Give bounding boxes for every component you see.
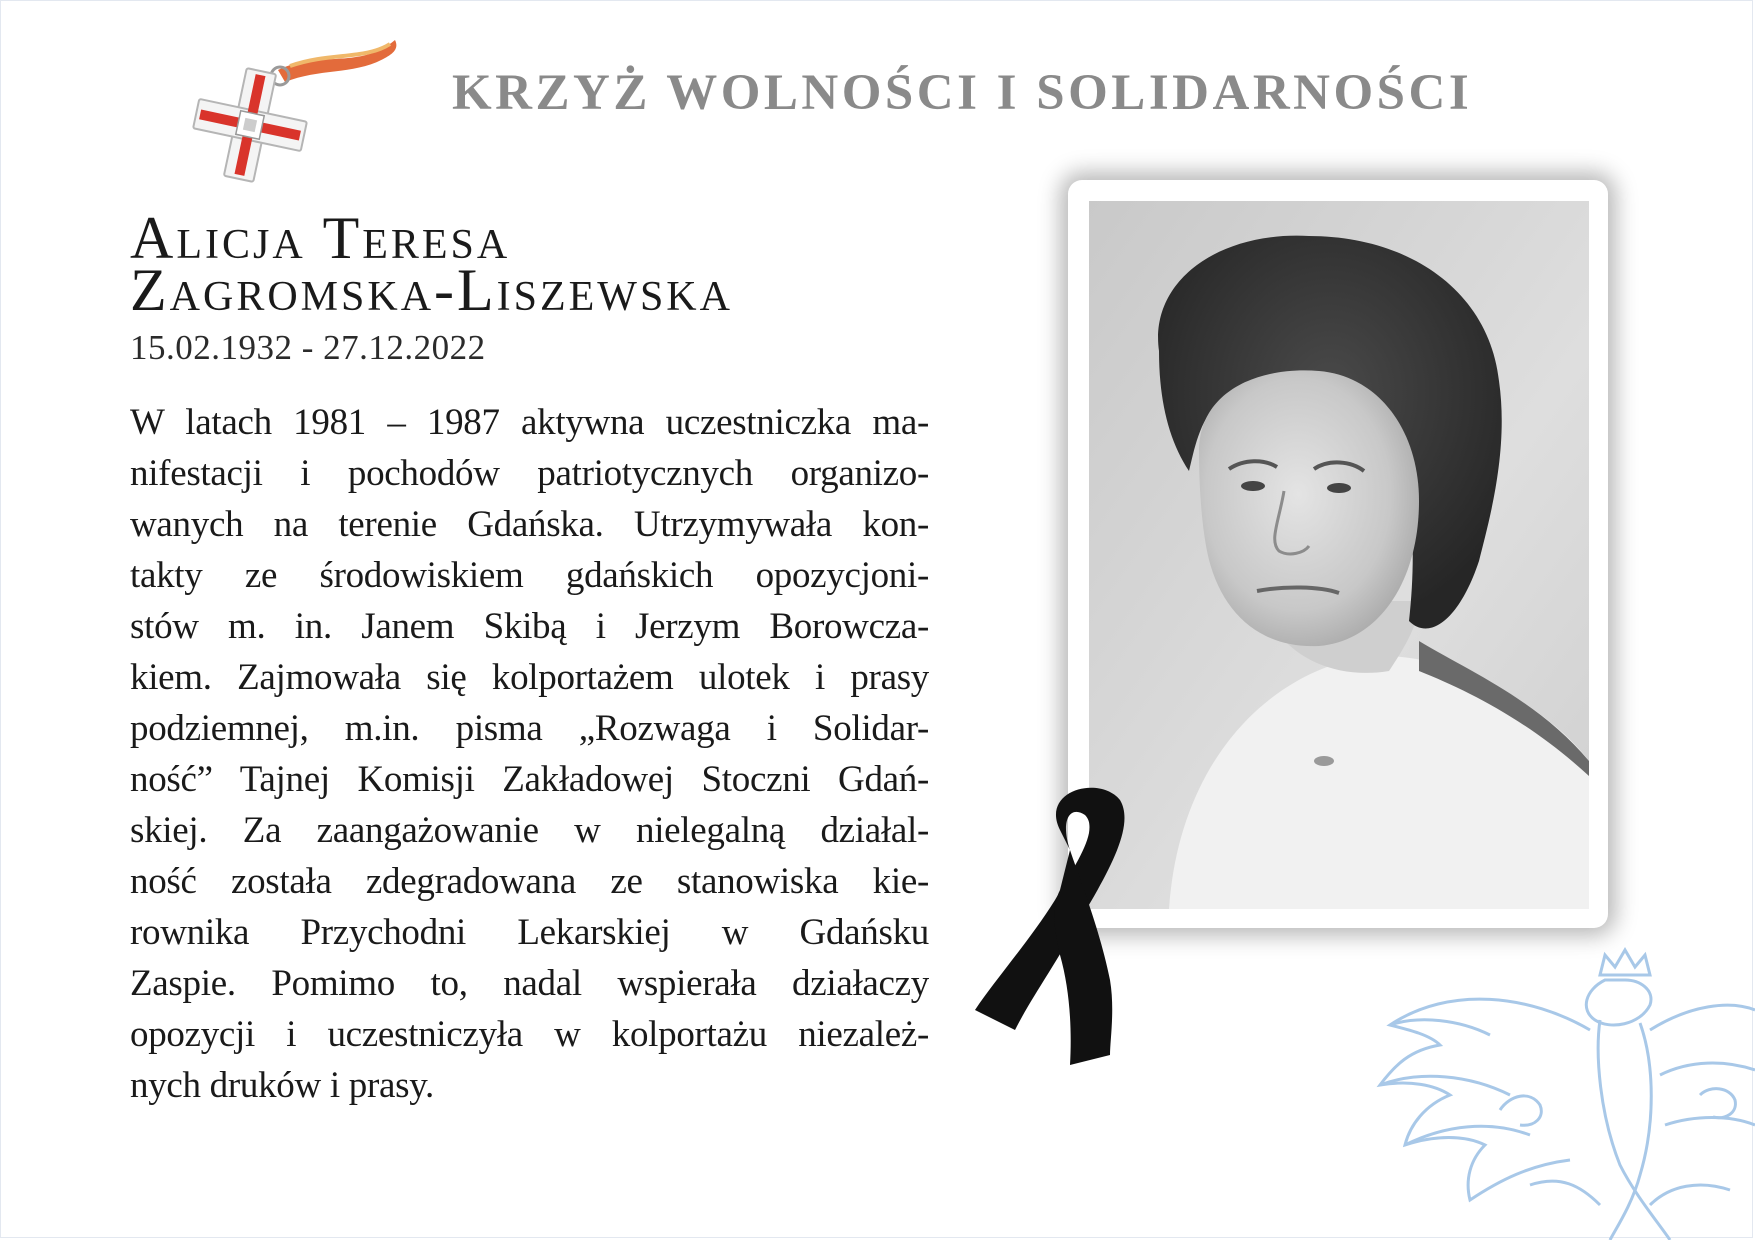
bio-line: kiem. Zajmowała się kolportażem ulotek i prasy	[130, 657, 929, 698]
bio-line: takty ze środowiskiem gdańskich opozycjoni-	[130, 555, 929, 596]
bio-line: skiej. Za zaangażowanie w nielegalną działal-	[130, 810, 929, 851]
bio-line: ność została zdegradowana ze stanowiska kie-	[130, 861, 929, 902]
bio-line: nych druków i prasy.	[130, 1065, 434, 1106]
biography	[130, 397, 929, 1111]
bio-line: stów m. in. Janem Skibą i Jerzym Borowcza-	[130, 606, 929, 647]
life-dates: 15.02.1932 - 27.12.2022	[130, 328, 486, 367]
bio-line: opozycji i uczestniczyła w kolportażu niezależ-	[130, 1014, 929, 1055]
bio-line: ność” Tajnej Komisji Zakładowej Stoczni Gdań-	[130, 759, 929, 800]
bio-line: Zaspie. Pomimo to, nadal wspierała działaczy	[130, 963, 929, 1004]
bio-line: wanych na terenie Gdańska. Utrzymywała kon-	[130, 504, 929, 545]
page-title: KRZYŻ WOLNOŚCI I SOLIDARNOŚCI	[452, 65, 1473, 121]
bio-line: nifestacji i pochodów patriotycznych organizo-	[130, 453, 929, 494]
mourning-ribbon-icon	[960, 780, 1160, 1070]
bio-line: W latach 1981 – 1987 aktywna uczestniczka ma-	[130, 402, 929, 443]
person-name-line2: Zagromska-Liszewska	[130, 257, 733, 323]
portrait-photo	[1089, 201, 1589, 909]
white-eagle-emblem-icon	[1370, 935, 1755, 1240]
person-name	[130, 205, 850, 323]
cross-medal-icon	[190, 30, 430, 190]
bio-line: podziemnej, m.in. pisma „Rozwaga i Solidar-	[130, 708, 929, 749]
person-name-line1: Alicja Teresa	[130, 205, 511, 271]
bio-line: rownika Przychodni Lekarskiej w Gdańsku	[130, 912, 929, 953]
